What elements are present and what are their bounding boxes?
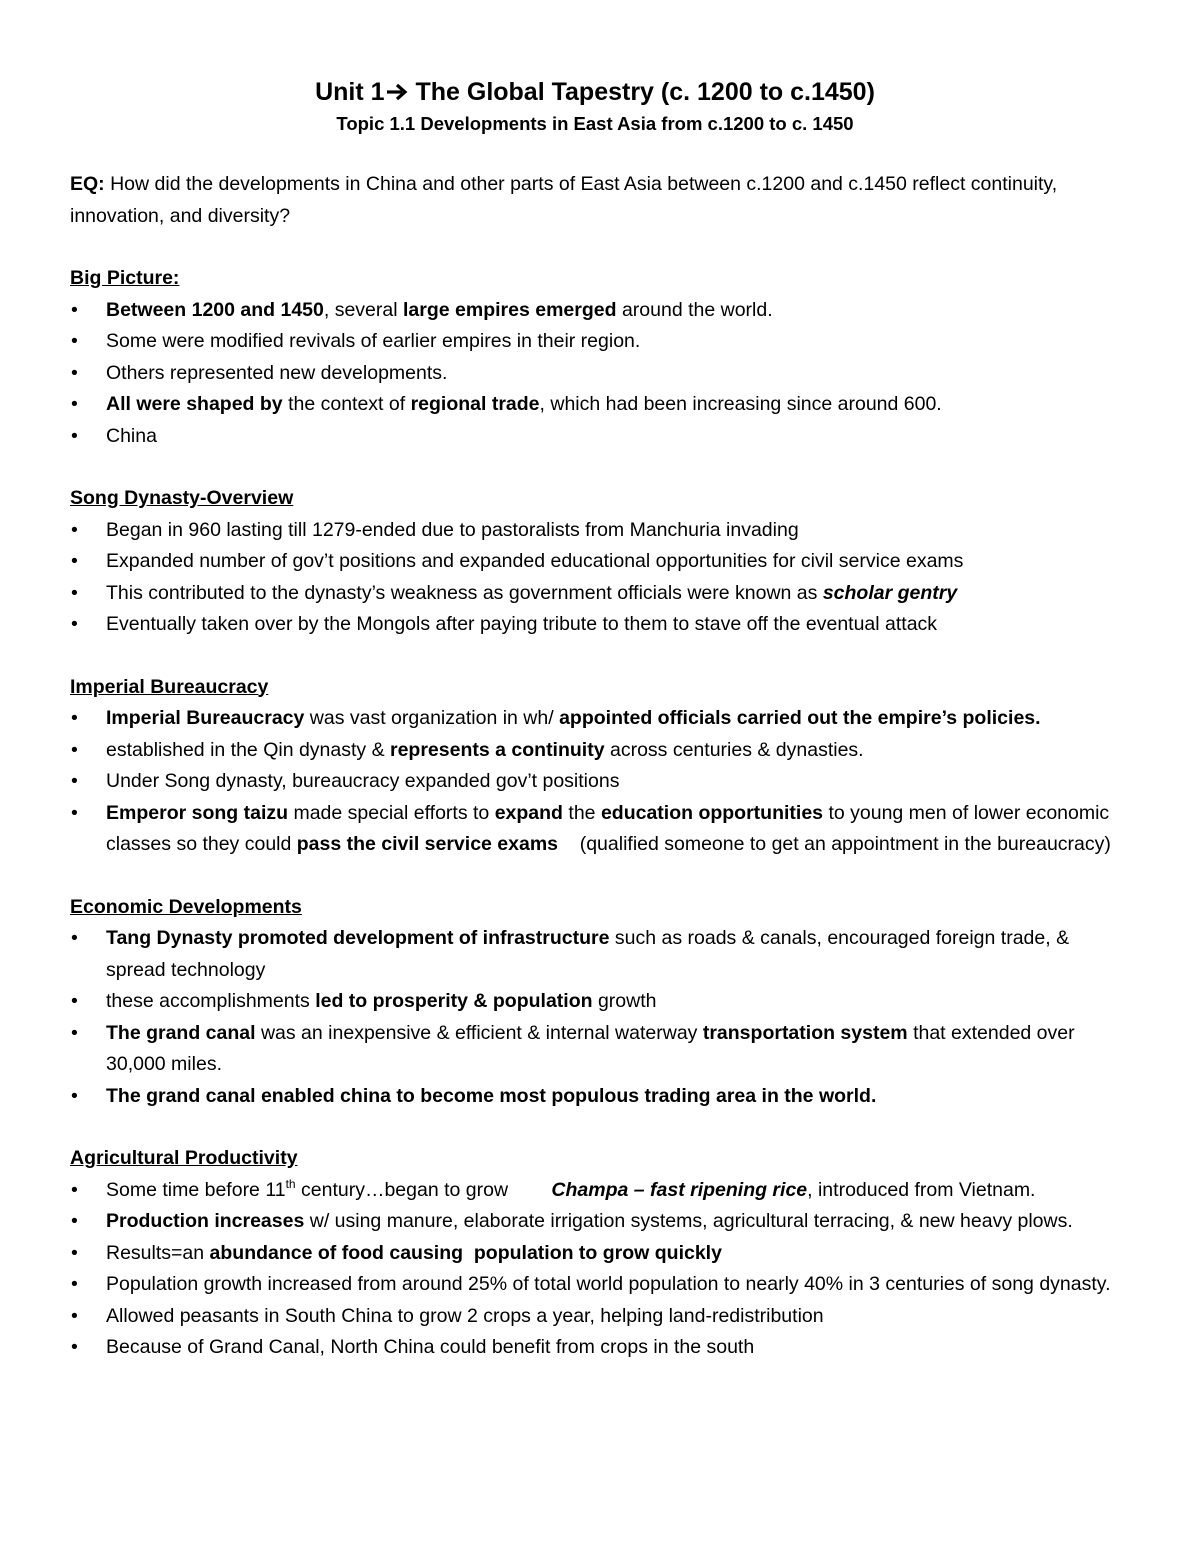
text-bold: regional trade	[410, 393, 540, 415]
list-item	[70, 326, 1120, 358]
section-heading: Agricultural Productivity	[70, 1147, 298, 1169]
list-item	[70, 546, 1120, 578]
bullet-icon: •	[71, 298, 78, 321]
bullet-icon: •	[71, 801, 78, 824]
text: China	[106, 424, 157, 447]
bullet-list	[70, 923, 1120, 1112]
list-item	[70, 703, 1120, 735]
text: Some time before 11	[106, 1178, 286, 1201]
bullet-icon: •	[71, 581, 78, 604]
bullet-icon: •	[71, 424, 78, 447]
text: established in the Qin dynasty &	[106, 738, 390, 761]
text: such as roads & canals, encouraged foreign trade, & spread technology	[106, 927, 1070, 981]
bullet-icon: •	[71, 613, 78, 635]
text-bold: All were shaped by	[106, 393, 283, 415]
section-economic-developments	[70, 892, 1120, 1113]
bullet-icon: •	[71, 1178, 78, 1201]
text: This contributed to the dynasty’s weakness as government officials were known as	[106, 581, 823, 604]
text-bold: Between 1200 and 1450	[106, 298, 324, 321]
title-text: The Global Tapestry (c. 1200 to c.1450)	[408, 78, 875, 106]
bullet-icon: •	[71, 770, 78, 792]
text: Under Song dynasty, bureaucracy expanded gov’t positions	[106, 770, 620, 792]
list-item	[70, 1018, 1120, 1081]
text-bold: Production increases	[106, 1210, 305, 1232]
text-bold: appointed officials carried out the empire’s policies.	[559, 707, 1041, 729]
bullet-list	[70, 1175, 1120, 1364]
list-item	[70, 766, 1120, 798]
text-bold: abundance of food causing population to grow quickly	[209, 1241, 722, 1264]
text: the	[562, 801, 601, 824]
text-bold: pass the civil service exams	[296, 833, 559, 855]
text: made special efforts to	[288, 801, 495, 824]
right-arrow-icon	[385, 83, 409, 101]
list-item	[70, 421, 1120, 453]
list-item	[70, 1238, 1120, 1270]
list-item	[70, 1081, 1120, 1113]
bullet-icon: •	[71, 518, 78, 541]
list-item	[70, 578, 1120, 610]
section-heading: Economic Developments	[70, 895, 302, 918]
text: the context of	[282, 393, 411, 415]
section-imperial-bureaucracy	[70, 672, 1120, 861]
text: that extended over 30,000 miles.	[106, 1021, 1075, 1075]
section-heading: Big Picture:	[70, 267, 180, 289]
section-heading: Song Dynasty-Overview	[70, 487, 294, 509]
list-item	[70, 1269, 1120, 1301]
bullet-icon: •	[71, 1336, 78, 1358]
bullet-icon: •	[71, 330, 78, 352]
text: century…began to grow	[295, 1178, 552, 1201]
bullet-icon: •	[71, 1273, 78, 1295]
list-item	[70, 1206, 1120, 1238]
text: Others represented new developments.	[106, 361, 448, 384]
bullet-icon: •	[71, 1210, 78, 1232]
text: around the world.	[616, 298, 773, 321]
essential-question	[70, 169, 1120, 232]
list-item	[70, 358, 1120, 390]
bullet-icon: •	[71, 361, 78, 384]
title-unit: Unit 1	[315, 78, 385, 106]
text: , which had been increasing since around 600.	[539, 393, 942, 415]
text: Because of Grand Canal, North China could benefit from crops in the south	[106, 1336, 755, 1358]
list-item	[70, 295, 1120, 327]
section-big-picture	[70, 263, 1120, 452]
bullet-icon: •	[71, 1021, 78, 1044]
text-bold: led to prosperity & population	[315, 990, 593, 1012]
text: Population growth increased from around 25% of total world population to nearly 40% in 3 centuries of song dynasty.	[106, 1273, 1111, 1295]
text: w/ using manure, elaborate irrigation systems, agricultural terracing, & new heavy plows.	[304, 1210, 1073, 1232]
text: was vast organization in wh/	[304, 707, 560, 729]
list-item	[70, 798, 1120, 861]
text: was an inexpensive & efficient & internal waterway	[255, 1021, 703, 1044]
text-bold-italic: scholar gentry	[822, 581, 958, 604]
text: , introduced from Vietnam.	[807, 1178, 1036, 1201]
list-item	[70, 389, 1120, 421]
text-bold: large empires emerged	[403, 298, 617, 321]
list-item	[70, 735, 1120, 767]
text-bold: education opportunities	[600, 801, 824, 824]
section-agricultural-productivity	[70, 1143, 1120, 1364]
list-item	[70, 609, 1120, 641]
bullet-list	[70, 515, 1120, 641]
text-bold: Emperor song taizu	[106, 801, 289, 824]
bullet-icon: •	[71, 927, 78, 949]
bullet-icon: •	[71, 1304, 78, 1327]
text: (qualified someone to get an appointment in the bureaucracy)	[558, 833, 1111, 855]
list-item	[70, 1175, 1120, 1207]
text: Results=an	[106, 1241, 210, 1264]
text-bold: represents a continuity	[390, 738, 605, 761]
text: Began in 960 lasting till 1279-ended due to pastoralists from Manchuria invading	[106, 518, 799, 541]
text-bold: Imperial Bureaucracy	[106, 707, 305, 729]
eq-label: EQ:	[70, 173, 105, 195]
list-item	[70, 515, 1120, 547]
section-heading: Imperial Bureaucracy	[70, 675, 269, 698]
text-bold: The grand canal enabled china to become most populous trading area in the world.	[106, 1084, 877, 1107]
page-title	[70, 75, 1120, 109]
text: Eventually taken over by the Mongols after paying tribute to them to stave off the eventual attack	[106, 613, 938, 635]
text: across centuries & dynasties.	[604, 738, 864, 761]
bullet-icon: •	[71, 550, 78, 572]
bullet-icon: •	[71, 738, 78, 761]
eq-text: How did the developments in China and other parts of East Asia between c.1200 and c.1450 reflect continuity, innovation, and diversity?	[70, 173, 1058, 227]
bullet-icon: •	[71, 393, 78, 415]
text: Expanded number of gov’t positions and expanded educational opportunities for civil service exams	[106, 550, 964, 572]
bullet-icon: •	[71, 990, 78, 1012]
list-item	[70, 1301, 1120, 1333]
superscript: th	[285, 1176, 296, 1191]
bullet-icon: •	[71, 1241, 78, 1264]
list-item	[70, 1332, 1120, 1364]
text-bold: expand	[494, 801, 563, 824]
text: , several	[323, 298, 403, 321]
text: to young men of lower economic classes so they could	[106, 801, 1110, 855]
text-bold: The grand canal	[106, 1021, 256, 1044]
text: these accomplishments	[106, 990, 316, 1012]
section-song-dynasty	[70, 483, 1120, 641]
text-bold: Tang Dynasty promoted development of infrastructure	[106, 927, 610, 949]
text: Some were modified revivals of earlier empires in their region.	[106, 330, 641, 352]
list-item	[70, 923, 1120, 986]
page-subtitle: Topic 1.1 Developments in East Asia from c.1200 to c. 1450	[336, 113, 854, 134]
bullet-icon: •	[71, 1084, 78, 1107]
list-item	[70, 986, 1120, 1018]
bullet-icon: •	[71, 707, 78, 729]
bullet-list	[70, 703, 1120, 861]
text-bold: transportation system	[702, 1021, 908, 1044]
text-bold-italic: Champa – fast ripening rice	[551, 1178, 808, 1201]
bullet-list	[70, 295, 1120, 453]
text: Allowed peasants in South China to grow 2 crops a year, helping land-redistribution	[106, 1304, 824, 1327]
text: growth	[592, 990, 657, 1012]
